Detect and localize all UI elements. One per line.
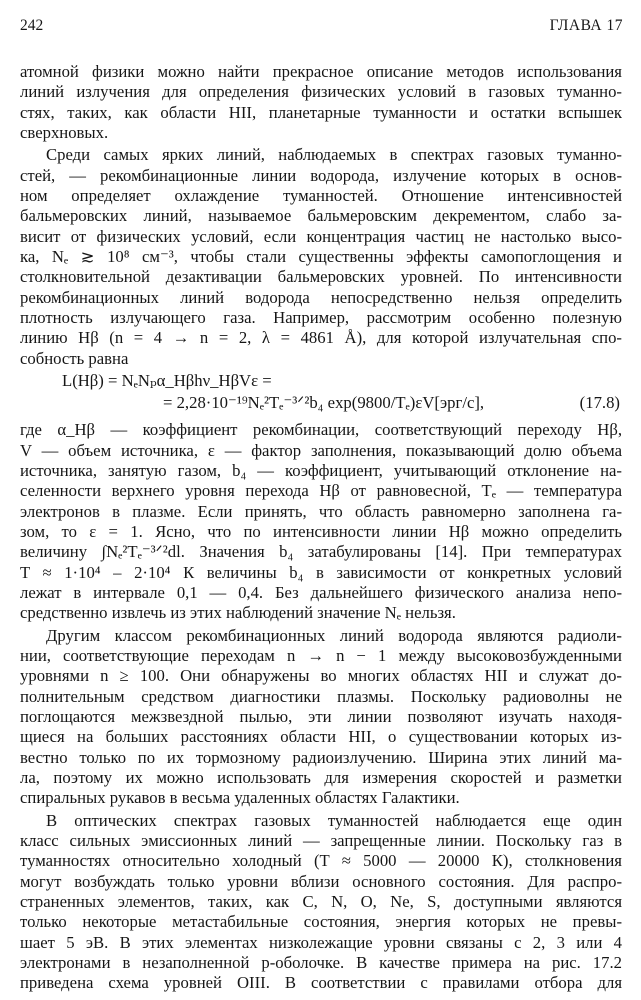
text-line: шает 5 эВ. В этих элементах низколежащие уровни связаны с 2, 3 или 4 [20, 932, 622, 952]
text-line: зом, то ε = 1. Ясно, что по интенсивности линии Hβ можно определить [20, 521, 622, 541]
text-line: линию Hβ (n = 4 → n = 2, λ = 4861 Å), для которой излучательная спо- [20, 328, 622, 348]
text-line: щиеся на больших расстояниях области НII, о существовании которых из- [20, 727, 622, 747]
text-line: собность равна [20, 348, 129, 368]
text-line: страненных элементов, таких, как C, N, O, Ne, S, доступными являются [20, 892, 622, 912]
text-line: ка, Nₑ ≳ 10⁸ см⁻³, чтобы стали существенны эффекты самопоглощения и [20, 247, 622, 267]
text-line: бальмеровских линий, называемое бальмеровским декрементом, слабо за- [20, 206, 622, 226]
text-line: средственно извлечь из этих наблюдений значение Nₑ нельзя. [20, 603, 456, 623]
text-line: могут возбуждать только уровни вблизи основного состояния. Для распро- [20, 871, 622, 891]
text-line: Другим классом рекомбинационных линий водорода являются радиоли- [46, 625, 622, 645]
equation-number: (17.8) [579, 393, 620, 413]
text-line: В оптических спектрах газовых туманностей наблюдается еще один [46, 810, 622, 830]
text-line: электронов в плазме. Если принять, что область равномерно заполнена га- [20, 501, 622, 521]
text-line: нии, соответствующие переходам n → n − 1 между высоковозбужденными [20, 645, 622, 665]
text-line: линий излучения для определения физических условий в газовых туманно- [20, 82, 622, 102]
chapter-title: ГЛАВА 17 [549, 17, 623, 34]
text-line: висит от физических условий, если концентрация частиц не настолько высо- [20, 226, 622, 246]
text-line: вестно только по их тормозному радиоизлучению. Ширина этих линий ма- [20, 747, 622, 767]
page-number: 242 [20, 17, 44, 34]
text-line: величину ∫Nₑ²Tₑ⁻³ᐟ²dl. Значения b₄ затабулированы [14]. При температурах [20, 542, 622, 562]
text-line: ном определяет охлаждение туманностей. Отношение интенсивностей [20, 186, 622, 206]
text-line: полнительным средством диагностики плазмы. Поскольку радиоволны не [20, 686, 622, 706]
text-line: только некоторые метастабильные состояния, энергия которых не превы- [20, 912, 622, 932]
text-line: спиральных рукавов в весьма удаленных областях Галактики. [20, 788, 460, 808]
text-line: туманностях относительно холодный (T ≈ 5000 — 20000 К), столкновения [20, 851, 622, 871]
equation-line-1: L(Hβ) = NₑNₚα_Hβhν_HβVε = [62, 371, 272, 391]
text-line: T ≈ 1·10⁴ – 2·10⁴ К величины b₄ в зависимости от конкретных условий [20, 562, 622, 582]
text-line: класс сильных эмиссионных линий — запрещенные линии. Поскольку газ в [20, 831, 622, 851]
text-line: ла, поэтому их можно использовать для измерения скоростей и разметки [20, 768, 622, 787]
text-line: селенности верхнего уровня перехода Hβ от равновесной, Tₑ — температура [20, 481, 622, 501]
text-line: стях, таких, как области НII, планетарные туманности и остатки вспышек [20, 102, 622, 122]
text-line: столкновительной дезактивации бальмеровских уровней. По интенсивности [20, 267, 622, 287]
equation-line-2: = 2,28·10⁻¹⁹Nₑ²Tₑ⁻³ᐟ²b₄ exp(9800/Tₑ)εV[эрг/с], [163, 393, 485, 413]
text-line: стей, — рекомбинационные линии водорода, излучение которых в основ- [20, 165, 622, 185]
text-line: где α_Hβ — коэффициент рекомбинации, соответствующий переходу Hβ, [20, 420, 622, 440]
text-line: уровнями n ≥ 100. Они обнаружены во многих областях НII и служат до- [20, 666, 622, 686]
text-line: рекомбинационных линий водорода непосредственно нельзя определить [20, 287, 622, 307]
body-text [20, 62, 622, 994]
equation-17-8 [20, 371, 622, 415]
text-line: источника, занятую газом, b₄ — коэффициент, учитывающий отклонение на- [20, 460, 622, 480]
text-line: приведена схема уровней OIII. В соответствии с правилами отбора для [20, 973, 622, 993]
text-line: Среди самых ярких линий, наблюдаемых в спектрах газовых туманно- [46, 145, 622, 165]
text-line: сверхновых. [20, 123, 109, 143]
text-line: атомной физики можно найти прекрасное описание методов использования [20, 62, 622, 81]
text-line: плотность излучающего газа. Например, рассмотрим особенно полезную [20, 308, 622, 328]
page-header [20, 17, 623, 41]
text-line: поглощаются межзвездной пылью, эти линии позволяют изучать находя- [20, 706, 622, 726]
text-line: электронами в незаполненной p-оболочке. В качестве примера на рис. 17.2 [20, 953, 622, 973]
text-line: V — объем источника, ε — фактор заполнения, показывающий долю объема [20, 440, 622, 460]
text-line: лежат в интервале 0,1 — 0,4. Без дальнейшего физического анализа непо- [20, 582, 622, 602]
